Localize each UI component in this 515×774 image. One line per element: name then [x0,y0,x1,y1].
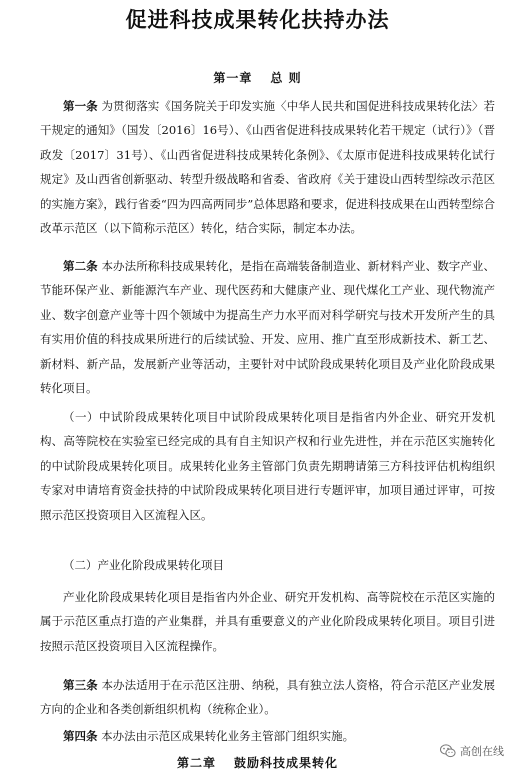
article-4 [40,724,495,748]
chapter-2-label: 第二章 [176,756,216,770]
source-watermark [437,742,507,760]
wechat-icon [440,744,456,758]
article-4-lead: 第四条 [63,729,98,743]
chapter-1-label: 第一章 [213,71,253,85]
article-3-text: 本办法适用于在示范区注册、纳税，具有独立法人资格，符合示范区产业发展方向的企业和各类创新组织机构（统称企业）。 [40,678,496,717]
article-1-text: 为贯彻落实《国务院关于印发实施〈中华人民共和国促进科技成果转化法〉若干规定的通知》（国发〔2016〕16号）、《山西省促进科技成果转化若干规定（试行）》（晋政发〔2017〕31号）、《山西省促进科技成果转化条例》、《太原市促进科技成果转化试行规定》及山西省创新驱动、转型升级战略和省委、省政府《关于建设山西转型综改示范区的实施方案》，践行省委“四为四高两同步”总体思路和要求，促进科技成果在山西转型综合改革示范区（以下简称示范区）转化，结合实际，制定本办法。 [40,99,496,236]
item-1-paragraph: （一）中试阶段成果转化项目中试阶段成果转化项目是指省内外企业、研究开发机构、高等院校在实验室已经完成的具有自主知识产权和行业先进性，并在示范区实施转化的中试阶段成果转化项目。成果转化业务主管部门负责先期聘请第三方科技评估机构组织专家对申请培育资金扶持的中试阶段成果转化项目进行专题评审，加项目通过评审，可按照示范区投资项目入区流程入区。 [40,410,495,522]
document-title: 促进科技成果转化扶持办法 [125,7,390,32]
article-1-lead: 第一条 [63,99,98,113]
chapter-2-name: 鼓励科技成果转化 [234,756,339,770]
article-4-text: 本办法由示范区成果转化业务主管部门组织实施。 [101,729,355,743]
article-2-text: 本办法所称科技成果转化，是指在高端装备制造业、新材料产业、数字产业、节能环保产业、新能源汽车产业、现代医药和大健康产业、现代煤化工产业、现代物流产业、数字创意产业等十四个领域中为提高生产力水平而对科学研究与技术开发所产生的具有实用价值的科技成果所进行的后续试验、开发、应用、推广直至形成新技术、新工艺、新材料、新产品，发展新产业等活动，主要针对中试阶段成果转化项目及产业化阶段成果转化项目。 [40,259,496,396]
chapter-1-name: 总 则 [270,71,302,85]
chapter-1-heading [0,70,515,86]
item-2-paragraph: 产业化阶段成果转化项目是指省内外企业、研究开发机构、高等院校在示范区实施的属于示范区重点打造的产业集群，并具有重要意义的产业化阶段成果转化项目。项目引进按照示范区投资项目入区流程操作。 [40,590,495,653]
article-1 [40,94,495,240]
article-3 [40,673,495,722]
watermark-text: 高创在线 [460,745,504,758]
article-2 [40,254,495,400]
item-2-heading: （二）产业化阶段成果转化项目 [63,558,224,572]
article-2-lead: 第二条 [63,259,98,273]
article-3-lead: 第三条 [63,678,98,692]
